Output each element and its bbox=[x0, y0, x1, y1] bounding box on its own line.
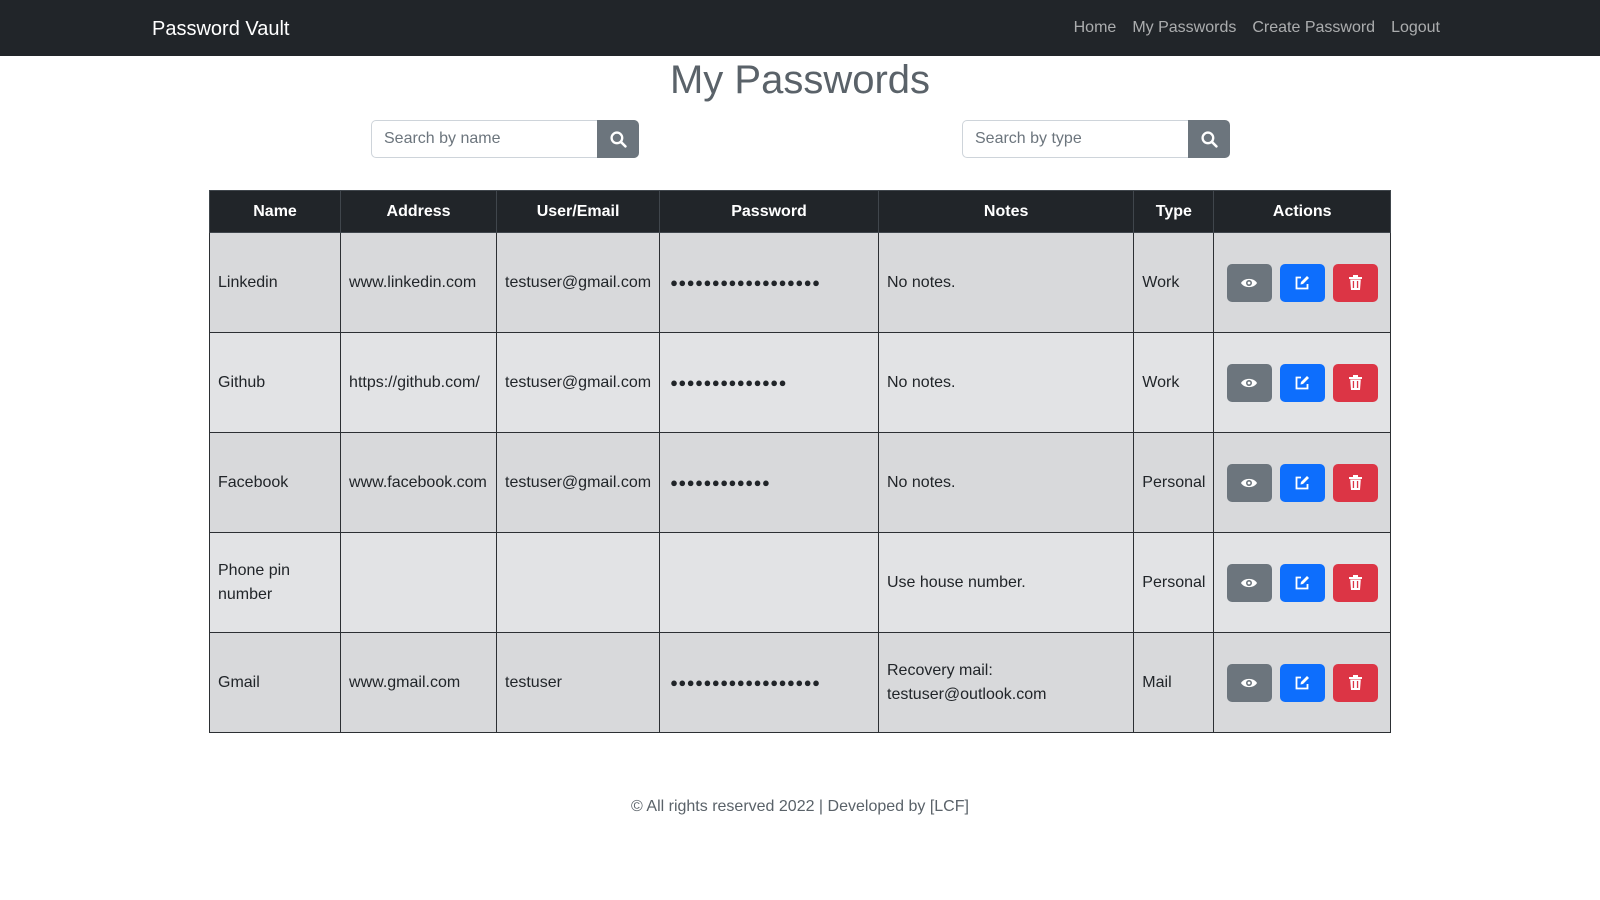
table-row bbox=[210, 233, 1391, 333]
header-type: Type bbox=[1134, 191, 1214, 233]
cell-actions bbox=[1214, 333, 1391, 433]
cell-address: www.facebook.com bbox=[341, 433, 497, 533]
cell-type: Work bbox=[1134, 333, 1214, 433]
edit-icon bbox=[1294, 275, 1310, 291]
trash-icon bbox=[1349, 675, 1362, 690]
cell-type: Mail bbox=[1134, 633, 1214, 733]
cell-notes: No notes. bbox=[879, 433, 1134, 533]
header-notes: Notes bbox=[879, 191, 1134, 233]
passwords-table bbox=[209, 190, 1391, 733]
trash-icon bbox=[1349, 275, 1362, 290]
cell-name: Phone pin number bbox=[210, 533, 341, 633]
cell-user: testuser@gmail.com bbox=[497, 433, 660, 533]
delete-button[interactable] bbox=[1333, 264, 1378, 302]
edit-icon bbox=[1294, 375, 1310, 391]
search-by-name-button[interactable] bbox=[597, 120, 639, 158]
trash-icon bbox=[1349, 375, 1362, 390]
edit-button[interactable] bbox=[1280, 464, 1325, 502]
view-button[interactable] bbox=[1227, 364, 1272, 402]
cell-address: https://github.com/ bbox=[341, 333, 497, 433]
trash-icon bbox=[1349, 475, 1362, 490]
nav-links bbox=[1058, 0, 1440, 56]
edit-button[interactable] bbox=[1280, 364, 1325, 402]
cell-notes: No notes. bbox=[879, 233, 1134, 333]
cell-actions bbox=[1214, 433, 1391, 533]
cell-notes: Recovery mail: testuser@outlook.com bbox=[879, 633, 1134, 733]
cell-actions bbox=[1214, 233, 1391, 333]
view-button[interactable] bbox=[1227, 264, 1272, 302]
view-button[interactable] bbox=[1227, 464, 1272, 502]
cell-user: testuser@gmail.com bbox=[497, 233, 660, 333]
cell-name: Linkedin bbox=[210, 233, 341, 333]
eye-icon bbox=[1240, 276, 1258, 290]
search-icon bbox=[1201, 131, 1218, 148]
cell-type: Work bbox=[1134, 233, 1214, 333]
cell-actions bbox=[1214, 633, 1391, 733]
search-by-type-button[interactable] bbox=[1188, 120, 1230, 158]
nav-link-logout[interactable]: Logout bbox=[1391, 19, 1440, 36]
table-header-row bbox=[210, 191, 1391, 233]
cell-password: ●●●●●●●●●●●●●● bbox=[660, 333, 879, 433]
cell-password: ●●●●●●●●●●●● bbox=[660, 433, 879, 533]
delete-button[interactable] bbox=[1333, 664, 1378, 702]
page-title: My Passwords bbox=[669, 58, 931, 102]
trash-icon bbox=[1349, 575, 1362, 590]
cell-notes: Use house number. bbox=[879, 533, 1134, 633]
cell-user: testuser bbox=[497, 633, 660, 733]
footer-text: © All rights reserved 2022 | Developed by [LCF] bbox=[631, 798, 969, 815]
cell-address: www.linkedin.com bbox=[341, 233, 497, 333]
cell-user bbox=[497, 533, 660, 633]
header-user-email: User/Email bbox=[497, 191, 660, 233]
table-row bbox=[210, 533, 1391, 633]
cell-actions bbox=[1214, 533, 1391, 633]
table-row bbox=[210, 433, 1391, 533]
cell-password: ●●●●●●●●●●●●●●●●●● bbox=[660, 633, 879, 733]
header-name: Name bbox=[210, 191, 341, 233]
cell-notes: No notes. bbox=[879, 333, 1134, 433]
eye-icon bbox=[1240, 576, 1258, 590]
search-by-name-input[interactable] bbox=[371, 120, 597, 158]
search-by-type-group bbox=[962, 120, 1230, 158]
cell-type: Personal bbox=[1134, 433, 1214, 533]
edit-icon bbox=[1294, 675, 1310, 691]
cell-name: Facebook bbox=[210, 433, 341, 533]
cell-password bbox=[660, 533, 879, 633]
nav-link-home[interactable]: Home bbox=[1073, 19, 1117, 36]
edit-button[interactable] bbox=[1280, 264, 1325, 302]
table-row bbox=[210, 333, 1391, 433]
header-actions: Actions bbox=[1214, 191, 1391, 233]
view-button[interactable] bbox=[1227, 564, 1272, 602]
delete-button[interactable] bbox=[1333, 364, 1378, 402]
eye-icon bbox=[1240, 476, 1258, 490]
cell-name: Github bbox=[210, 333, 341, 433]
cell-address: www.gmail.com bbox=[341, 633, 497, 733]
eye-icon bbox=[1240, 376, 1258, 390]
edit-button[interactable] bbox=[1280, 664, 1325, 702]
nav-link-my-passwords[interactable]: My Passwords bbox=[1132, 19, 1237, 36]
table-row bbox=[210, 633, 1391, 733]
edit-icon bbox=[1294, 575, 1310, 591]
eye-icon bbox=[1240, 676, 1258, 690]
cell-name: Gmail bbox=[210, 633, 341, 733]
edit-icon bbox=[1294, 475, 1310, 491]
cell-type: Personal bbox=[1134, 533, 1214, 633]
view-button[interactable] bbox=[1227, 664, 1272, 702]
search-icon bbox=[610, 131, 627, 148]
search-by-type-input[interactable] bbox=[962, 120, 1188, 158]
cell-password: ●●●●●●●●●●●●●●●●●● bbox=[660, 233, 879, 333]
delete-button[interactable] bbox=[1333, 464, 1378, 502]
nav-link-create-password[interactable]: Create Password bbox=[1252, 19, 1376, 36]
header-address: Address bbox=[341, 191, 497, 233]
delete-button[interactable] bbox=[1333, 564, 1378, 602]
header-password: Password bbox=[660, 191, 879, 233]
brand-link[interactable]: Password Vault bbox=[152, 18, 290, 40]
search-by-name-group bbox=[371, 120, 639, 158]
cell-address bbox=[341, 533, 497, 633]
navbar bbox=[0, 0, 1600, 56]
cell-user: testuser@gmail.com bbox=[497, 333, 660, 433]
edit-button[interactable] bbox=[1280, 564, 1325, 602]
